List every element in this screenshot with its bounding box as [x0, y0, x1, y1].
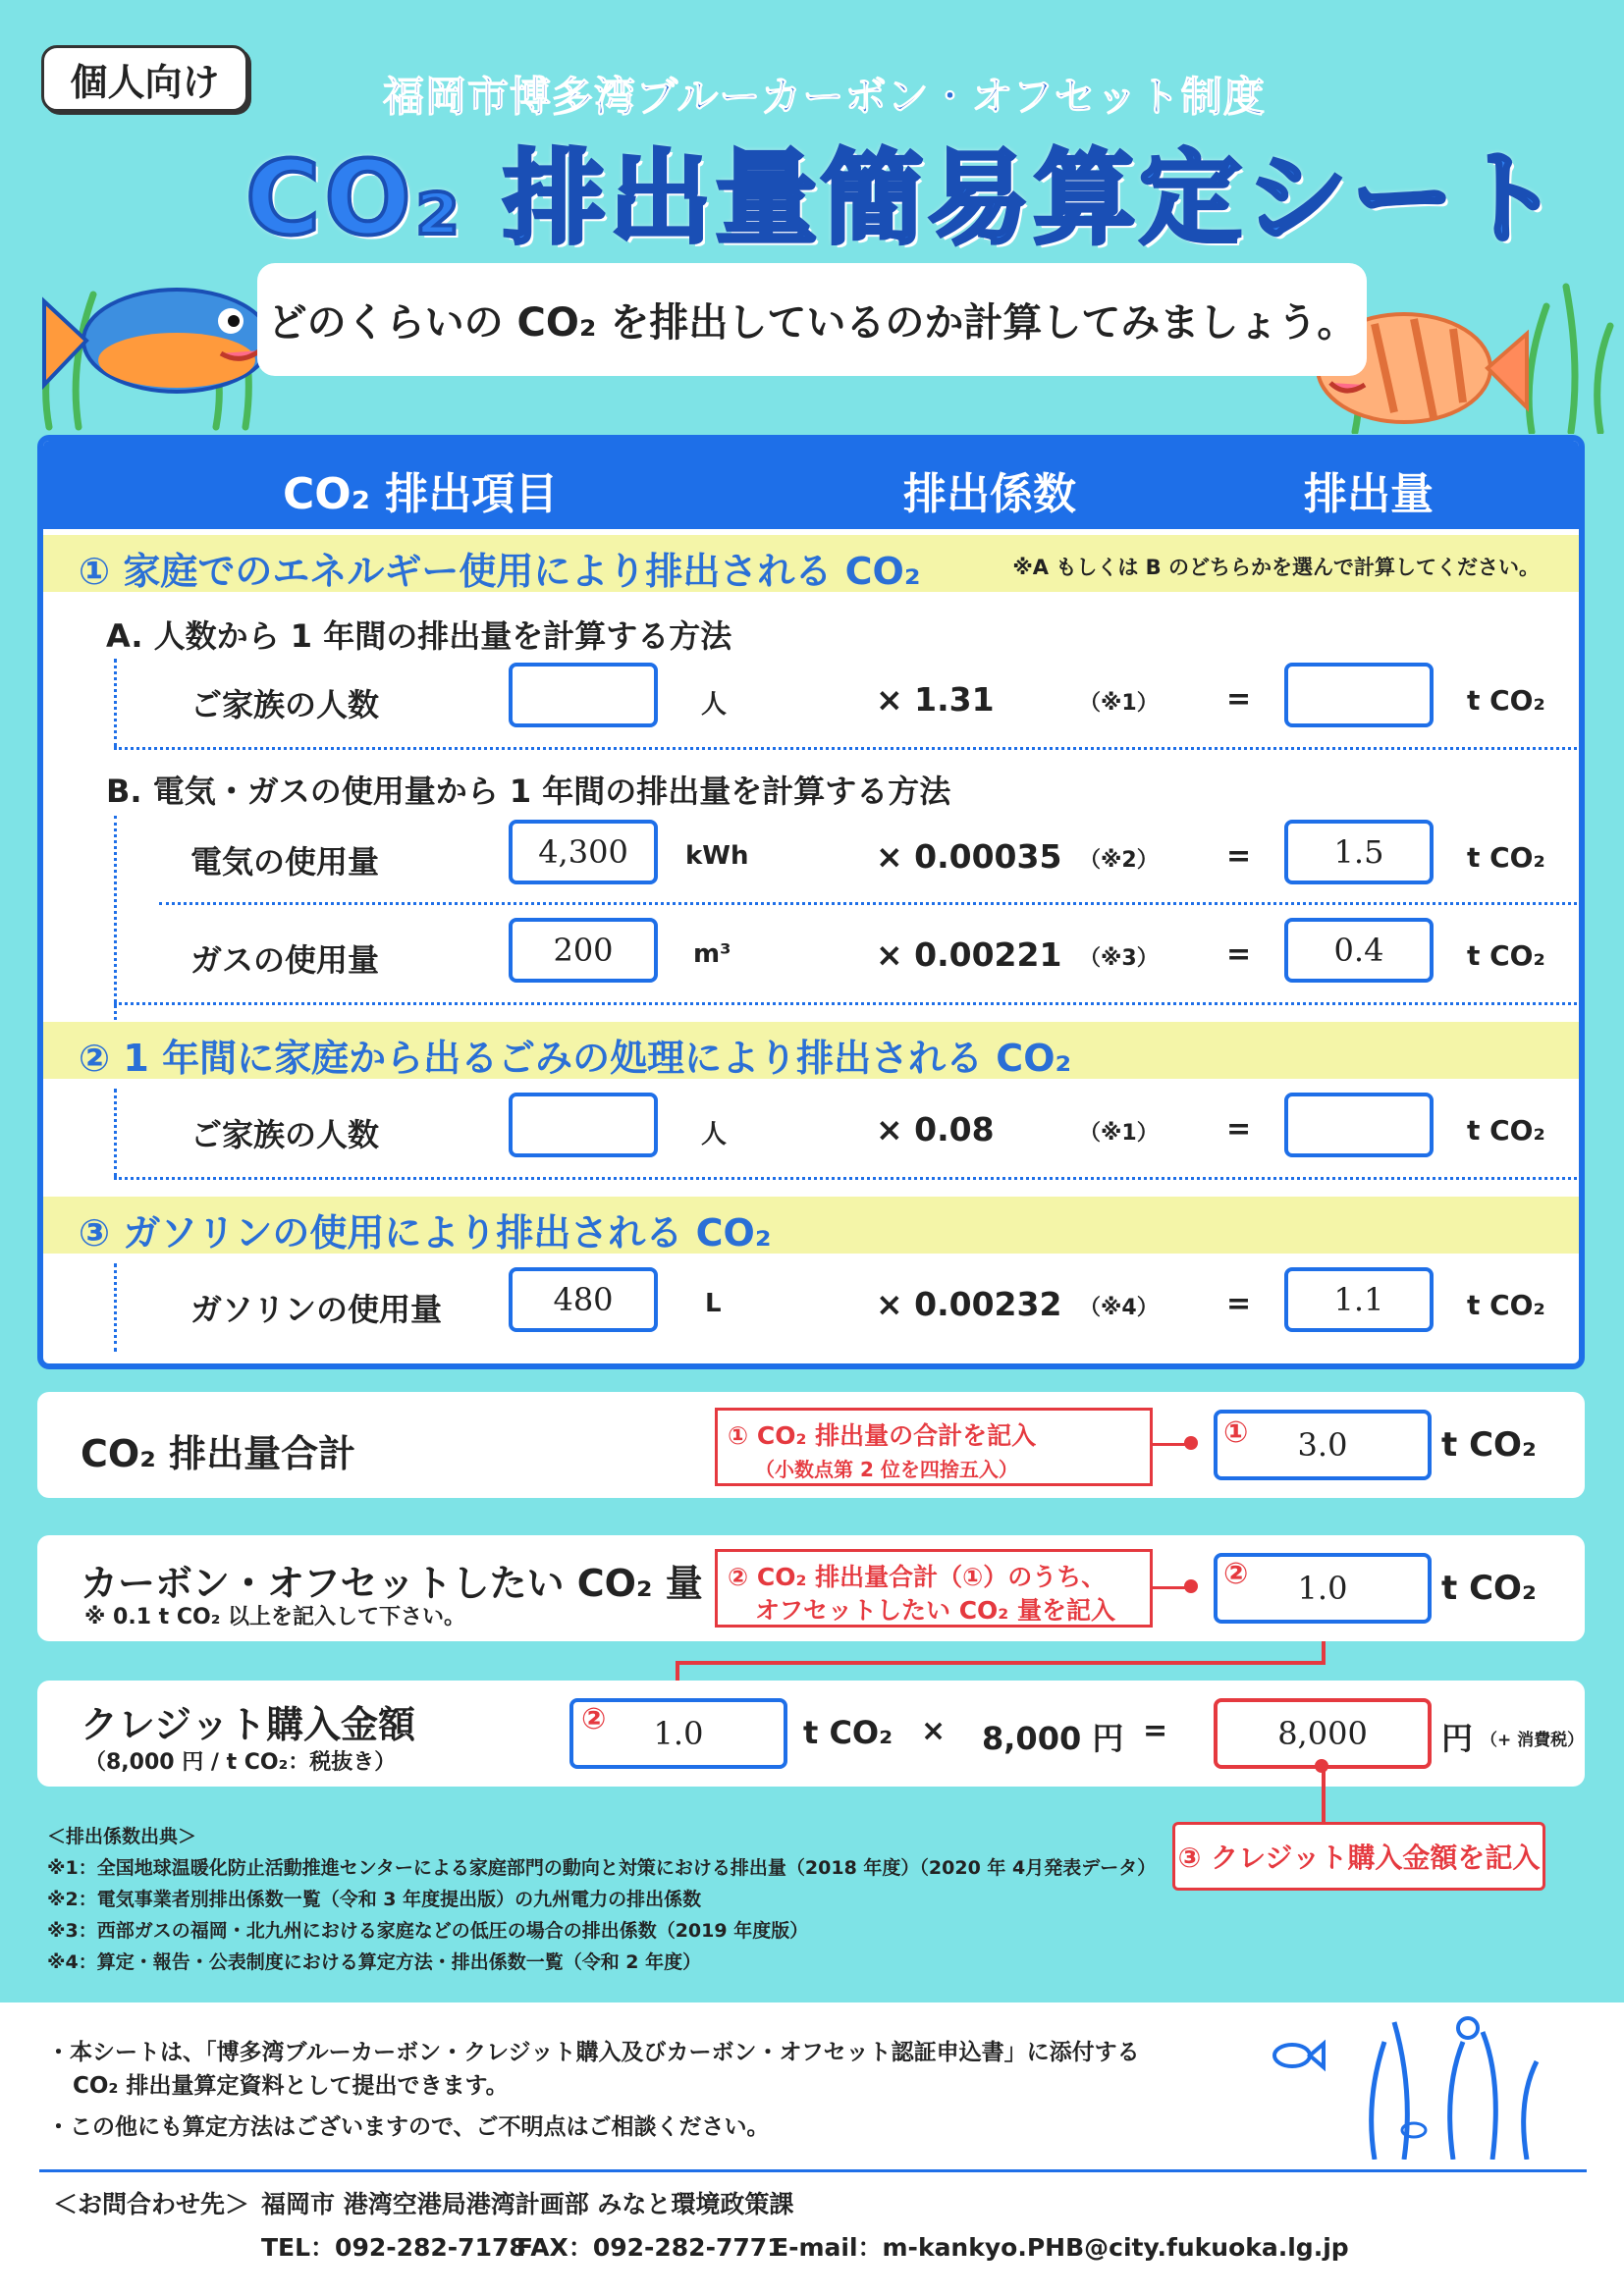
row-label: ご家族の人数	[190, 1116, 380, 1153]
footer	[0, 2002, 1624, 2296]
total-card	[37, 1392, 1585, 1498]
result-box[interactable]: 1.1	[1284, 1267, 1434, 1332]
row-tunit: t CO₂	[1467, 1289, 1545, 1321]
credit-amount: 8,000	[1277, 1715, 1368, 1752]
row-ref: （※2）	[1079, 848, 1159, 873]
row-unit: kWh	[685, 841, 749, 871]
source-item: ※2：電気事業者別排出係数一覧（令和 3 年度提出版）の九州電力の排出係数	[47, 1889, 702, 1910]
offset-hint-line1: ② CO₂ 排出量合計（①）のうち、	[728, 1563, 1107, 1591]
equals: =	[1143, 1714, 1168, 1748]
section-2-title: ② 1 年間に家庭から出るごみの処理により排出される CO₂	[79, 1037, 1072, 1080]
equals: =	[1226, 682, 1252, 717]
row-household-people-a	[43, 663, 1579, 741]
section-1-heading	[43, 535, 1579, 592]
row-label: 電気の使用量	[190, 843, 380, 881]
contact-email[interactable]: E-mail：m-kankyo.PHB@city.fukuoka.lg.jp	[772, 2233, 1349, 2262]
row-gas	[43, 918, 1579, 996]
times-sign: ×	[921, 1714, 947, 1748]
audience-badge: 個人向け	[41, 45, 248, 112]
offset-circ: ②	[1223, 1557, 1249, 1591]
credit-label: クレジット購入金額	[81, 1703, 416, 1746]
footer-divider	[39, 2169, 1587, 2172]
row-unit: m³	[693, 939, 731, 969]
sources-heading: ＜排出係数出典＞	[47, 1826, 197, 1847]
header-emission: 排出量	[1304, 469, 1434, 519]
fish-icon	[39, 267, 285, 424]
result-box[interactable]	[1284, 663, 1434, 727]
row-coefficient: × 0.00221	[876, 935, 1062, 974]
connector-dot	[1184, 1436, 1198, 1450]
page-title: CO₂ 排出量簡易算定シート	[245, 138, 1564, 258]
row-label: ご家族の人数	[190, 686, 380, 723]
calculation-table	[37, 435, 1585, 1369]
row-gasoline	[43, 1267, 1579, 1346]
gas-input[interactable]: 200	[509, 918, 658, 983]
equals: =	[1226, 937, 1252, 972]
row-ref: （※1）	[1079, 691, 1159, 716]
intro-text: どのくらいの CO₂ を排出しているのか計算してみましょう。	[267, 300, 1357, 346]
contact-fax: FAX：092-282-7771	[516, 2233, 785, 2262]
arrow-line	[676, 1661, 1326, 1665]
row-ref: （※1）	[1079, 1121, 1159, 1146]
contact-tel: TEL：092-282-7178	[261, 2233, 526, 2262]
result-box[interactable]: 0.4	[1284, 918, 1434, 983]
source-item: ※4：算定・報告・公表制度における算定方法・排出係数一覧（令和 2 年度）	[47, 1951, 702, 1973]
section-1-note: ※A もしくは B のどちらかを選んで計算してください。	[1012, 556, 1540, 579]
people-input[interactable]	[509, 663, 658, 727]
row-coefficient: × 0.08	[876, 1110, 995, 1148]
row-ref: （※3）	[1079, 946, 1159, 971]
row-unit: 人	[701, 1120, 728, 1149]
seaweed-icon	[1355, 2002, 1551, 2160]
equals: =	[1226, 1112, 1252, 1147]
tax-note: （+ 消費税）	[1481, 1731, 1585, 1750]
total-hint-line1: ① CO₂ 排出量の合計を記入	[728, 1421, 1037, 1450]
offset-unit: t CO₂	[1441, 1569, 1537, 1608]
credit-hint-text: ③ クレジット購入金額を記入	[1177, 1842, 1541, 1874]
total-unit: t CO₂	[1441, 1425, 1537, 1465]
fish-icon	[1267, 2036, 1326, 2075]
connector-dot	[1315, 1759, 1328, 1773]
intro-bubble	[257, 263, 1367, 376]
row-electricity	[43, 820, 1579, 898]
footer-note-1b: CO₂ 排出量算定資料として提出できます。	[73, 2073, 509, 2099]
divider	[114, 1002, 1577, 1005]
method-a-title: A. 人数から 1 年間の排出量を計算する方法	[106, 617, 732, 655]
header-coefficient: 排出係数	[903, 469, 1076, 519]
result-box[interactable]: 1.5	[1284, 820, 1434, 884]
gasoline-input[interactable]: 480	[509, 1267, 658, 1332]
total-hint-line2: （小数点第 2 位を四捨五入）	[755, 1458, 1018, 1481]
offset-value: 1.0	[1297, 1570, 1348, 1607]
contact-label: ＜お問合わせ先＞	[53, 2190, 250, 2218]
section-3-title: ③ ガソリンの使用により排出される CO₂	[79, 1211, 772, 1255]
total-hint	[715, 1408, 1153, 1486]
row-tunit: t CO₂	[1467, 939, 1545, 972]
divider	[159, 902, 1577, 905]
row-unit: L	[705, 1289, 722, 1318]
section-1-title: ① 家庭でのエネルギー使用により排出される CO₂	[79, 550, 921, 593]
row-tunit: t CO₂	[1467, 684, 1545, 717]
people-input[interactable]	[509, 1093, 658, 1157]
offset-note: ※ 0.1 t CO₂ 以上を記入して下さい。	[84, 1605, 465, 1629]
offset-hint-line2: オフセットしたい CO₂ 量を記入	[755, 1596, 1115, 1625]
footer-note-1a: ・本シートは、「博多湾ブルーカーボン・クレジット購入及びカーボン・オフセット認証申込書」に添付する	[47, 2040, 1140, 2065]
row-label: ガソリンの使用量	[190, 1291, 443, 1328]
total-label: CO₂ 排出量合計	[81, 1432, 356, 1475]
total-circ: ①	[1223, 1415, 1249, 1450]
row-label: ガスの使用量	[190, 941, 380, 979]
row-tunit: t CO₂	[1467, 841, 1545, 874]
source-item: ※3：西部ガスの福岡・北九州における家庭などの低圧の場合の排出係数（2019 年度版）	[47, 1920, 809, 1942]
row-household-people-waste	[43, 1093, 1579, 1171]
credit-circ: ②	[581, 1702, 607, 1736]
table-header	[43, 441, 1579, 529]
credit-note: （8,000 円 / t CO₂：税抜き）	[84, 1750, 397, 1775]
divider	[114, 1177, 1577, 1180]
offset-label: カーボン・オフセットしたい CO₂ 量	[81, 1562, 703, 1605]
offset-hint	[715, 1549, 1153, 1628]
offset-card	[37, 1535, 1585, 1641]
credit-qty: 1.0	[653, 1715, 704, 1752]
row-coefficient: × 1.31	[876, 680, 995, 719]
arrow-line	[1322, 1767, 1326, 1822]
header-item: CO₂ 排出項目	[283, 469, 559, 519]
credit-unit: t CO₂	[803, 1714, 893, 1751]
total-value: 3.0	[1297, 1426, 1348, 1464]
row-tunit: t CO₂	[1467, 1114, 1545, 1147]
divider	[114, 747, 1577, 750]
section-2-heading	[43, 1022, 1579, 1079]
credit-card	[37, 1681, 1585, 1787]
section-3-heading	[43, 1197, 1579, 1254]
row-unit: 人	[701, 690, 728, 720]
footer-note-2: ・この他にも算定方法はございますので、ご不明点はご相談ください。	[47, 2114, 770, 2140]
connector-dot	[1184, 1579, 1198, 1593]
row-coefficient: × 0.00232	[876, 1285, 1062, 1323]
program-subtitle: 福岡市博多湾ブルーカーボン・オフセット制度	[383, 73, 1266, 121]
contact-org: 福岡市 港湾空港局港湾計画部 みなと環境政策課	[261, 2190, 794, 2218]
equals: =	[1226, 839, 1252, 874]
equals: =	[1226, 1287, 1252, 1321]
source-item: ※1：全国地球温暖化防止活動推進センターによる家庭部門の動向と対策における排出量（2018 年度）（2020 年 4月発表データ）	[47, 1857, 1157, 1879]
credit-price: 8,000 円	[982, 1720, 1124, 1757]
method-b-title: B. 電気・ガスの使用量から 1 年間の排出量を計算する方法	[106, 773, 951, 810]
row-ref: （※4）	[1079, 1296, 1159, 1320]
electricity-input[interactable]: 4,300	[509, 820, 658, 884]
row-coefficient: × 0.00035	[876, 837, 1062, 876]
yen-unit: 円	[1441, 1720, 1474, 1757]
result-box[interactable]	[1284, 1093, 1434, 1157]
credit-hint	[1172, 1822, 1545, 1891]
